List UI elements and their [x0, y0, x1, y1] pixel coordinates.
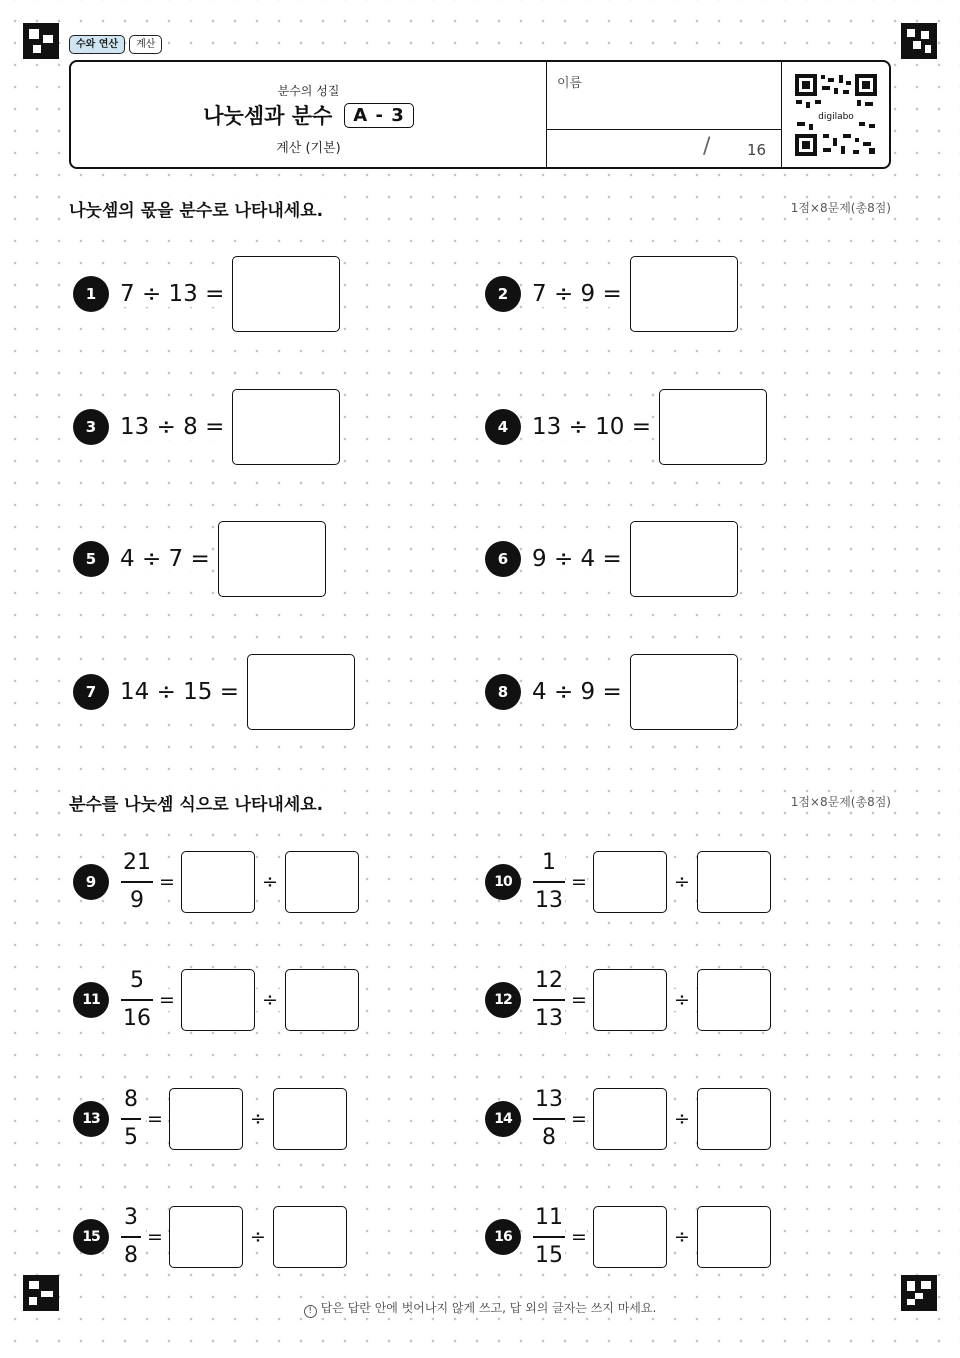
dividend-answer-box[interactable] — [593, 851, 667, 913]
divide-sign: ÷ — [243, 1108, 273, 1130]
fraction — [533, 848, 565, 916]
footer-note — [0, 1299, 960, 1318]
divide-sign: ÷ — [243, 1226, 273, 1248]
problem-expression: 13 ÷ 8 = — [120, 414, 225, 440]
problem-expression: 4 ÷ 9 = — [532, 679, 622, 705]
divisor-answer-box[interactable] — [697, 1206, 771, 1268]
problem-expression: 9 ÷ 4 = — [532, 546, 622, 572]
problem-12 — [485, 968, 771, 1032]
fraction-bar — [533, 999, 565, 1001]
dividend-answer-box[interactable] — [593, 969, 667, 1031]
answer-box[interactable] — [218, 521, 326, 597]
dividend-answer-box[interactable] — [593, 1206, 667, 1268]
fraction — [121, 848, 153, 916]
section2-points: 1점×8문제(총8점) — [790, 795, 891, 809]
score-slash: / — [703, 134, 711, 159]
numerator: 8 — [124, 1087, 138, 1112]
qr-code — [793, 72, 879, 158]
equals-sign: = — [571, 989, 587, 1011]
denominator: 8 — [542, 1125, 556, 1150]
problem-15 — [73, 1205, 347, 1269]
problem-13 — [73, 1087, 347, 1151]
problem-number: 12 — [485, 982, 521, 1018]
problem-11 — [73, 968, 359, 1032]
divisor-answer-box[interactable] — [697, 1088, 771, 1150]
numerator: 1 — [542, 850, 556, 875]
fraction-bar — [121, 1236, 141, 1238]
problem-5 — [73, 519, 326, 599]
dividend-answer-box[interactable] — [593, 1088, 667, 1150]
problem-number: 8 — [485, 674, 521, 710]
equals-sign: = — [147, 1108, 163, 1130]
denominator: 13 — [535, 1006, 563, 1031]
answer-box[interactable] — [630, 521, 738, 597]
problem-14 — [485, 1087, 771, 1151]
warning-icon: ! — [304, 1305, 317, 1318]
divisor-answer-box[interactable] — [285, 851, 359, 913]
divide-sign: ÷ — [667, 1226, 697, 1248]
fraction-bar — [121, 881, 153, 883]
equals-sign: = — [147, 1226, 163, 1248]
problem-expression: 7 ÷ 9 = — [532, 281, 622, 307]
header-title-row — [71, 100, 546, 130]
divide-sign: ÷ — [667, 1108, 697, 1130]
numerator: 21 — [123, 850, 151, 875]
fraction-bar — [121, 999, 153, 1001]
worksheet-code: A - 3 — [344, 103, 413, 128]
header-category: 계산 (기본) — [276, 141, 341, 156]
dividend-answer-box[interactable] — [169, 1088, 243, 1150]
answer-box[interactable] — [630, 654, 738, 730]
fraction — [533, 1085, 565, 1153]
divide-sign: ÷ — [667, 989, 697, 1011]
page-title: 나눗셈과 분수 — [203, 104, 333, 128]
denominator: 13 — [535, 888, 563, 913]
problem-3 — [73, 387, 340, 467]
answer-box[interactable] — [232, 389, 340, 465]
problem-number: 15 — [73, 1219, 109, 1255]
header-subtitle: 분수의 성질 — [277, 84, 340, 98]
problem-6 — [485, 519, 738, 599]
problem-number: 1 — [73, 276, 109, 312]
fraction-bar — [121, 1118, 141, 1120]
header-title-area — [71, 62, 546, 167]
numerator: 11 — [535, 1205, 563, 1230]
problem-expression: 7 ÷ 13 = — [120, 281, 225, 307]
problem-16 — [485, 1205, 771, 1269]
problem-expression: 14 ÷ 15 = — [120, 679, 240, 705]
divide-sign: ÷ — [255, 871, 285, 893]
problem-number: 5 — [73, 541, 109, 577]
problem-4 — [485, 387, 767, 467]
tag-subject: 수와 연산 — [69, 35, 125, 54]
numerator: 3 — [124, 1205, 138, 1230]
divisor-answer-box[interactable] — [285, 969, 359, 1031]
fraction — [121, 1203, 141, 1271]
fraction — [533, 1203, 565, 1271]
divisor-answer-box[interactable] — [273, 1206, 347, 1268]
score-total: 16 — [747, 141, 767, 159]
answer-box[interactable] — [659, 389, 767, 465]
dividend-answer-box[interactable] — [181, 969, 255, 1031]
equals-sign: = — [571, 1108, 587, 1130]
problem-10 — [485, 850, 771, 914]
corner-marker-top-left — [23, 23, 59, 59]
corner-marker-top-right — [901, 23, 937, 59]
problem-number: 11 — [73, 982, 109, 1018]
problem-number: 16 — [485, 1219, 521, 1255]
section1-points: 1점×8문제(총8점) — [790, 201, 891, 215]
problem-number: 2 — [485, 276, 521, 312]
fraction — [121, 966, 153, 1034]
numerator: 5 — [130, 968, 144, 993]
denominator: 9 — [130, 888, 144, 913]
numerator: 13 — [535, 1087, 563, 1112]
problem-8 — [485, 652, 738, 732]
fraction-bar — [533, 881, 565, 883]
denominator: 5 — [124, 1125, 138, 1150]
problem-number: 7 — [73, 674, 109, 710]
tag-type: 계산 — [129, 35, 162, 54]
section2-title: 분수를 나눗셈 식으로 나타내세요. — [69, 790, 327, 815]
equals-sign: = — [571, 1226, 587, 1248]
answer-box[interactable] — [232, 256, 340, 332]
problem-number: 14 — [485, 1101, 521, 1137]
answer-box[interactable] — [247, 654, 355, 730]
tag-list — [69, 35, 162, 54]
name-score-area — [546, 62, 782, 167]
fraction-bar — [533, 1118, 565, 1120]
problem-expression: 4 ÷ 7 = — [120, 546, 210, 572]
fraction-bar — [533, 1236, 565, 1238]
fraction — [533, 966, 565, 1034]
fraction — [121, 1085, 141, 1153]
denominator: 15 — [535, 1243, 563, 1268]
denominator: 16 — [123, 1006, 151, 1031]
problem-1 — [73, 254, 340, 334]
divisor-answer-box[interactable] — [273, 1088, 347, 1150]
name-label: 이름 — [557, 76, 583, 91]
problem-number: 9 — [73, 864, 109, 900]
answer-box[interactable] — [630, 256, 738, 332]
worksheet-header — [69, 60, 891, 169]
qr-label: digilabo — [818, 112, 854, 122]
divisor-answer-box[interactable] — [697, 851, 771, 913]
problem-number: 10 — [485, 864, 521, 900]
problem-number: 4 — [485, 409, 521, 445]
problem-7 — [73, 652, 355, 732]
equals-sign: = — [571, 871, 587, 893]
numerator: 12 — [535, 968, 563, 993]
footer-text: 답은 답란 안에 벗어나지 않게 쓰고, 답 외의 글자는 쓰지 마세요. — [320, 1301, 657, 1315]
denominator: 8 — [124, 1243, 138, 1268]
section1-title: 나눗셈의 몫을 분수로 나타내세요. — [69, 196, 327, 221]
score-field[interactable] — [547, 129, 781, 167]
problem-2 — [485, 254, 738, 334]
equals-sign: = — [159, 871, 175, 893]
problem-number: 6 — [485, 541, 521, 577]
problem-9 — [73, 850, 359, 914]
problem-number: 13 — [73, 1101, 109, 1137]
divide-sign: ÷ — [255, 989, 285, 1011]
equals-sign: = — [159, 989, 175, 1011]
problem-number: 3 — [73, 409, 109, 445]
divide-sign: ÷ — [667, 871, 697, 893]
divisor-answer-box[interactable] — [697, 969, 771, 1031]
dividend-answer-box[interactable] — [181, 851, 255, 913]
problem-expression: 13 ÷ 10 = — [532, 414, 652, 440]
dividend-answer-box[interactable] — [169, 1206, 243, 1268]
